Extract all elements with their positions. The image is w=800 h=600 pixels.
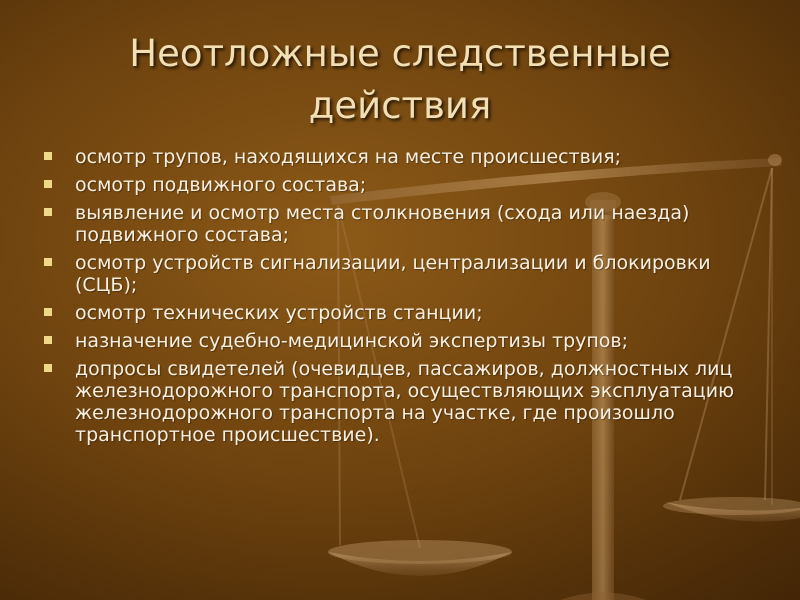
list-item	[44, 202, 764, 246]
square-bullet-icon	[44, 336, 52, 344]
square-bullet-icon	[44, 208, 52, 216]
bullet-text: выявление и осмотр места столкновения (схода или наезда) подвижного состава;	[75, 202, 690, 246]
square-bullet-icon	[44, 152, 52, 160]
list-item	[44, 252, 764, 296]
list-item	[44, 358, 764, 446]
list-item	[44, 330, 764, 352]
slide-title: Неотложные следственные действия	[129, 32, 671, 127]
bullet-text: осмотр устройств сигнализации, централизации и блокировки (СЦБ);	[75, 252, 711, 296]
list-item	[44, 302, 764, 324]
list-item	[44, 174, 764, 196]
bullet-text: осмотр трупов, находящихся на месте происшествия;	[75, 146, 622, 168]
bullet-text: назначение судебно-медицинской экспертизы трупов;	[75, 330, 629, 352]
bullet-text: допросы свидетелей (очевидцев, пассажиров, должностных лиц железнодорожного транспорта, осуществляющих эксплуатацию железнодорожного транспорта на участке, где произошло транспортное происшествие).	[75, 358, 735, 446]
bullet-text: осмотр подвижного состава;	[75, 174, 367, 196]
list-item	[44, 146, 764, 168]
square-bullet-icon	[44, 180, 52, 188]
bullet-list	[44, 146, 764, 452]
square-bullet-icon	[44, 258, 52, 266]
square-bullet-icon	[44, 308, 52, 316]
bullet-text: осмотр технических устройств станции;	[75, 302, 483, 324]
square-bullet-icon	[44, 364, 52, 372]
